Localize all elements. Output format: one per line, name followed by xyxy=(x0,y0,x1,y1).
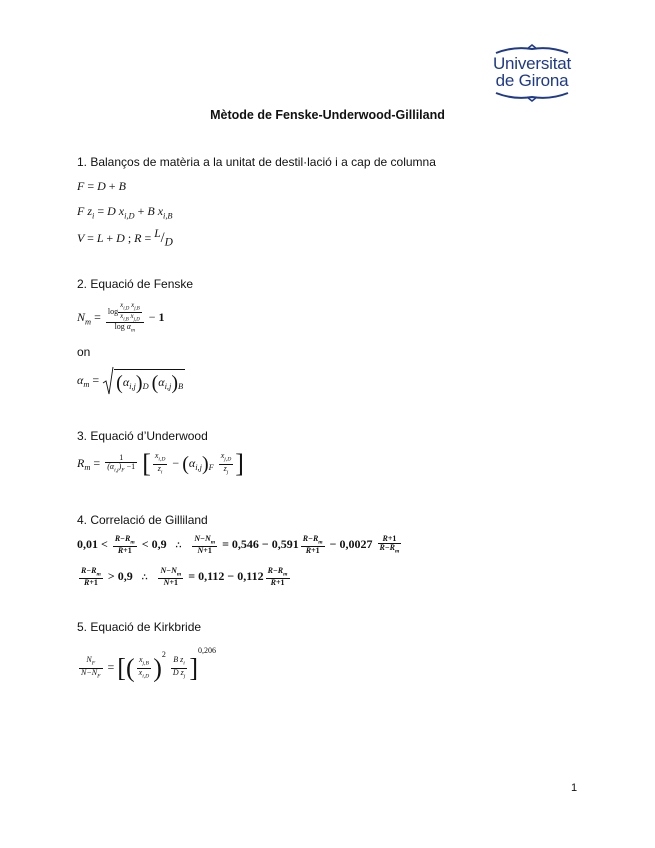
section-5-heading: 5. Equació de Kirkbride xyxy=(77,620,202,634)
equation-reflux: V = L + D ; $R = ^L/_D$ xyxy=(77,228,173,249)
equation-gilliland-range-2: $\frac{R-R_m}{R+1}$ > 0,9 ∴ $\frac{N-N_m}{N+1}$ = 0,112 − 0,112 $\frac{R-R_m}{R+1}$ xyxy=(81,566,288,588)
g1-high-value: 0,9 xyxy=(151,537,167,552)
equation-mean-volatility: $\alpha_m = (\alpha_{i,j})_D$ $(\alpha_{i,j})_B$ xyxy=(77,366,185,396)
logo-line1: Universitat xyxy=(492,54,572,73)
equation-global-balance: F = D + B xyxy=(77,179,126,193)
kirkbride-exponent: 0,206 xyxy=(197,646,216,655)
g2-c2-value: 0,112 xyxy=(237,569,264,584)
section-1-heading: 1. Balanços de matèria a la unitat de destil·lació i a cap de columna xyxy=(77,155,436,169)
equation-kirkbride: $\frac{N_F}{N-N_F}$ = [( $\frac{x_{j,B}}{x_{i,D}}$ )$^2$ $\frac{B z_i}{D z_j}$ ]$^{0,206}$ xyxy=(81,646,216,683)
g2-c1-value: 0,112 xyxy=(198,569,225,584)
equation-gilliland-range-1: 0,01 < $\frac{R-R_m}{R+1}$ < 0,9 ∴ $\frac{N-N_m}{N+1}$ = 0,546 − 0,591 $\frac{R-R_m}{R+1}$ − 0,0027 $\frac{R+1}{R-R_m}$ xyxy=(77,534,400,556)
g2-low-value: 0,9 xyxy=(117,569,133,584)
page-title: Mètode de Fenske-Underwood-Gilliland xyxy=(210,108,445,122)
logo-line2: de Girona xyxy=(495,71,569,90)
g1-low-value: 0,01 xyxy=(77,537,98,552)
equation-underwood: $R_m$ = $\frac{1}{(\alpha_{i,j})_F -1}$ [ $\frac{x_{i,D}}{z_i}$ − $(\alpha_{i,j})_F$ $\frac{x_{j,D}}{z_j}$ ] xyxy=(77,449,244,478)
section-3-heading: 3. Equació d’Underwood xyxy=(77,429,208,443)
sqrt-sign-icon xyxy=(102,366,114,396)
section-2-on: on xyxy=(77,345,91,359)
university-logo xyxy=(486,44,578,102)
section-4-heading: 4. Correlació de Gilliland xyxy=(77,513,208,527)
g1-c1-value: 0,546 xyxy=(231,537,259,552)
section-2-heading: 2. Equació de Fenske xyxy=(77,277,194,291)
g1-c3-value: 0,0027 xyxy=(339,537,373,552)
fenske-minus-value: 1 xyxy=(158,310,165,325)
equation-fenske: $N_m$ = log $\frac{x_{i,D} x_{j,B}}{x_{i,B} x_{j,D}}$ $\log \alpha_m$ − 1 xyxy=(77,301,165,334)
g1-c2-value: 0,591 xyxy=(271,537,299,552)
equation-component-balance: F $z_i = D$ $x_{i,D} + B$ $x_{i,B}$ xyxy=(77,204,173,221)
logo-bottom-bracket-icon xyxy=(494,90,570,102)
page-number: 1 xyxy=(571,782,578,794)
